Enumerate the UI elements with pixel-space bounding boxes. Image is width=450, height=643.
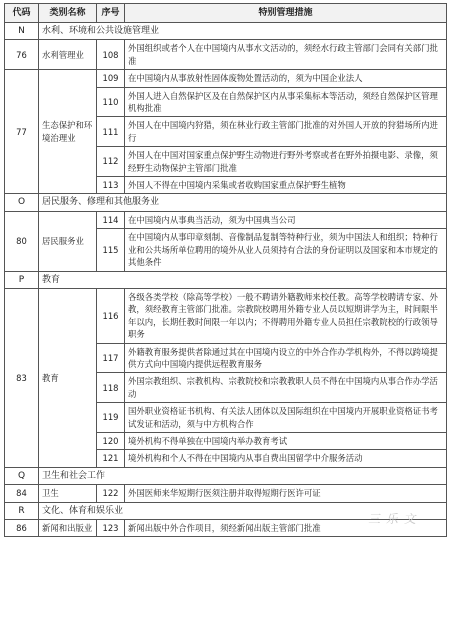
category-name: 卫生 — [39, 485, 97, 502]
table-row — [5, 211, 447, 228]
section-code: Q — [5, 467, 39, 484]
item-measure: 境外机构不得单独在中国境内举办教育考试 — [125, 432, 447, 449]
section-title: 教育 — [39, 271, 447, 288]
item-number: 120 — [97, 432, 125, 449]
item-measure: 外国组织或者个人在中国境内从事水文活动的，须经水行政主管部门会同有关部门批准 — [125, 40, 447, 70]
category-name: 生态保护和环境治理业 — [39, 70, 97, 194]
item-number: 110 — [97, 87, 125, 117]
measures-table-wrapper — [4, 3, 446, 537]
header-no: 序号 — [97, 4, 125, 23]
item-measure: 外国人在中国境内狩猎，须在林业行政主管部门批准的对外国人开放的狩猎场所内进行 — [125, 117, 447, 147]
watermark-logo: 三 乐 文 — [368, 512, 420, 527]
item-measure: 在中国境内从事印章刻制、音像制品复制等特种行业，须为中国法人和组织；特种行业和公共场所单位聘用的境外从业人员须持有合法的身份证明以及国家和本市规定的其他条件 — [125, 229, 447, 271]
item-measure: 外籍教育服务提供者除通过其在中国境内设立的中外合作办学机构外，不得以跨境提供方式向中国境内提供远程教育服务 — [125, 343, 447, 373]
item-measure: 外国人不得在中国境内采集或者收购国家重点保护野生植物 — [125, 177, 447, 194]
item-number: 114 — [97, 211, 125, 228]
header-measure: 特别管理措施 — [125, 4, 447, 23]
section-title: 文化、体育和娱乐业 — [39, 502, 447, 519]
table-row — [5, 40, 447, 70]
category-code: 86 — [5, 520, 39, 537]
item-number: 116 — [97, 288, 125, 343]
section-row — [5, 467, 447, 484]
item-measure: 外国宗教组织、宗教机构、宗教院校和宗教教职人员不得在中国境内从事合作办学活动 — [125, 373, 447, 403]
section-code: N — [5, 23, 39, 40]
item-number: 115 — [97, 229, 125, 271]
category-code: 83 — [5, 288, 39, 467]
category-name: 居民服务业 — [39, 211, 97, 271]
section-title: 水利、环境和公共设施管理业 — [39, 23, 447, 40]
item-measure: 新闻出版中外合作项目，须经新闻出版主管部门批准 — [125, 520, 447, 537]
section-row — [5, 194, 447, 211]
category-name: 教育 — [39, 288, 97, 467]
section-row — [5, 23, 447, 40]
section-code: P — [5, 271, 39, 288]
category-code: 76 — [5, 40, 39, 70]
item-measure: 境外机构和个人不得在中国境内从事自费出国留学中介服务活动 — [125, 450, 447, 467]
item-number: 109 — [97, 70, 125, 87]
table-row — [5, 70, 447, 87]
item-measure: 外国人在中国对国家重点保护野生动物进行野外考察或者在野外拍摄电影、录像，须经野生动物保护主管部门批准 — [125, 147, 447, 177]
category-code: 77 — [5, 70, 39, 194]
item-measure: 在中国境内从事放射性固体废物处置活动的，须为中国企业法人 — [125, 70, 447, 87]
item-measure: 外国人进入自然保护区及在自然保护区内从事采集标本等活动，须经自然保护区管理机构批准 — [125, 87, 447, 117]
section-code: O — [5, 194, 39, 211]
section-row — [5, 271, 447, 288]
category-code: 84 — [5, 485, 39, 502]
item-number: 122 — [97, 485, 125, 502]
category-name: 新闻和出版业 — [39, 520, 97, 537]
item-number: 108 — [97, 40, 125, 70]
category-code: 80 — [5, 211, 39, 271]
header-category: 类别名称 — [39, 4, 97, 23]
table-row — [5, 288, 447, 343]
special-management-measures-table — [4, 3, 447, 537]
section-title: 卫生和社会工作 — [39, 467, 447, 484]
item-number: 111 — [97, 117, 125, 147]
item-number: 121 — [97, 450, 125, 467]
item-measure: 国外职业资格证书机构、有关法人团体以及国际组织在中国境内开展职业资格证书考试发证和活动，须与中方机构合作 — [125, 403, 447, 433]
category-name: 水利管理业 — [39, 40, 97, 70]
table-row — [5, 485, 447, 502]
item-number: 118 — [97, 373, 125, 403]
item-number: 123 — [97, 520, 125, 537]
header-code: 代码 — [5, 4, 39, 23]
item-number: 112 — [97, 147, 125, 177]
section-code: R — [5, 502, 39, 519]
item-measure: 在中国境内从事典当活动，须为中国典当公司 — [125, 211, 447, 228]
table-header-row — [5, 4, 447, 23]
item-number: 117 — [97, 343, 125, 373]
item-number: 119 — [97, 403, 125, 433]
section-title: 居民服务、修理和其他服务业 — [39, 194, 447, 211]
item-measure: 各级各类学校（除高等学校）一般不聘请外籍教师来校任教。高等学校聘请专家、外教，须经教育主管部门批准。宗教院校聘用外籍专业人员以短期讲学为主，时间限半年以内，长期任教时间限一年以内；不得聘用外籍专业人员担任宗教院校的行政领导职务 — [125, 288, 447, 343]
item-number: 113 — [97, 177, 125, 194]
item-measure: 外国医师来华短期行医须注册并取得短期行医许可证 — [125, 485, 447, 502]
